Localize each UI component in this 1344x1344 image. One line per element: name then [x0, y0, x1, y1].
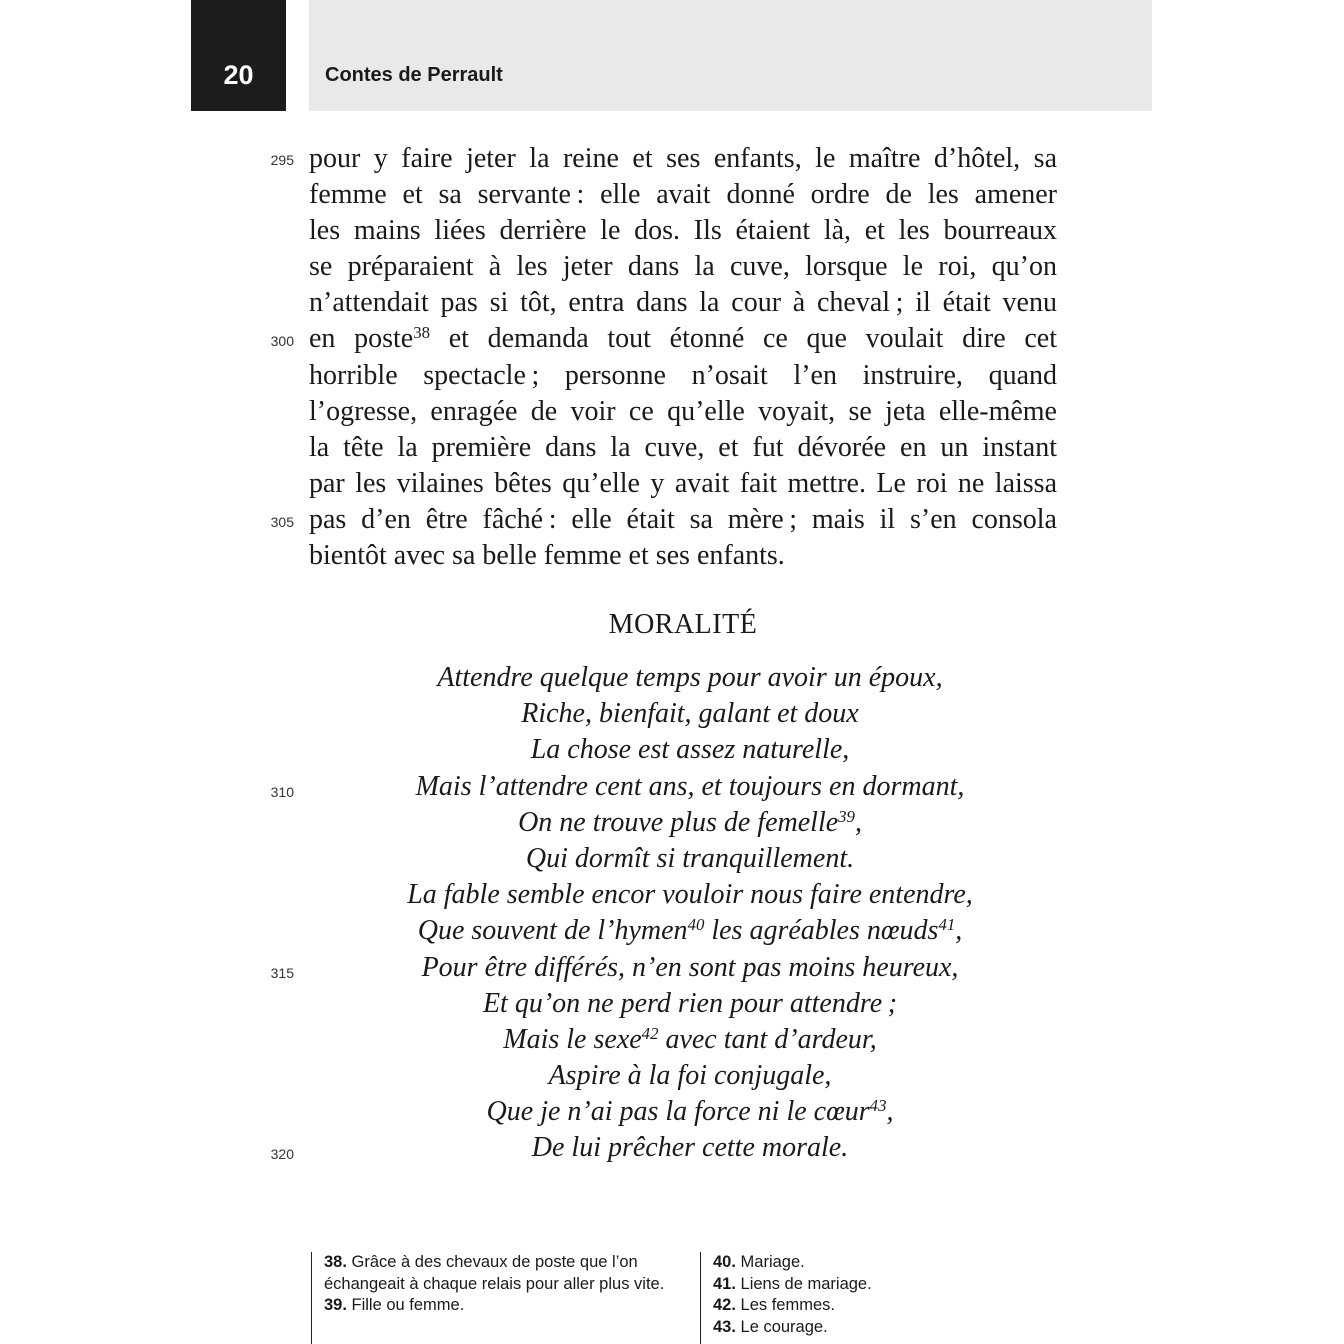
prose-line: se préparaient à les jeter dans la cuve, lorsque le roi, qu’on	[309, 251, 1057, 283]
footnote-text: Liens de mariage.	[735, 1274, 872, 1293]
footnote-number: 39.	[324, 1296, 347, 1314]
footnote	[324, 1252, 694, 1295]
footnote-number: 42.	[713, 1296, 736, 1314]
footnote-ref[interactable]: 42	[641, 1023, 659, 1043]
footnote-ref[interactable]: 43	[869, 1096, 887, 1116]
verse-line: Riche, bienfait, galant et doux	[521, 698, 859, 730]
text-run: Que je n’ai pas la force ni le cœur	[486, 1096, 870, 1128]
line-number: 305	[270, 514, 294, 530]
footnote	[324, 1295, 694, 1317]
line-number: 320	[270, 1146, 294, 1162]
prose-line	[309, 321, 1057, 357]
verse-line: Mais l’attendre cent ans, et toujours en dormant,	[415, 770, 965, 802]
verse-line: Pour être différés, n’en sont pas moins heureux,	[421, 951, 959, 983]
verse-line	[340, 1022, 1040, 1058]
prose-line: les mains liées derrière le dos. Ils étaient là, et les bourreaux	[309, 215, 1057, 247]
footnote	[713, 1274, 1013, 1296]
prose-line: femme et sa servante : elle avait donné ordre de les amener	[309, 179, 1057, 211]
footnote-text: Le courage.	[735, 1317, 828, 1336]
text-run: On ne trouve plus de femelle	[518, 806, 839, 838]
verse-block	[340, 660, 1040, 1167]
text-run: avec tant d’ardeur,	[658, 1023, 877, 1055]
text-run: Que souvent de l’hymen	[417, 915, 688, 947]
verse-line: Et qu’on ne perd rien pour attendre ;	[482, 987, 898, 1019]
text-run: et demanda tout étonné ce que voulait dire cet	[430, 323, 1057, 355]
verse-line	[340, 1094, 1040, 1130]
footnote-ref[interactable]: 41	[938, 915, 956, 935]
footnote-ref[interactable]: 39	[838, 806, 855, 826]
text-run: ,	[854, 806, 862, 838]
prose-line: bientôt avec sa belle femme et ses enfants.	[309, 540, 785, 572]
page-number-text: 20	[223, 60, 254, 90]
text-run: en poste	[309, 323, 414, 355]
prose-line: pas d’en être fâché : elle était sa mère ; mais il s’en consola	[309, 503, 1057, 535]
verse-line: Attendre quelque temps pour avoir un époux,	[437, 662, 943, 693]
header-band	[309, 0, 1152, 111]
footnotes-right	[700, 1252, 1013, 1344]
text-run: ,	[955, 915, 963, 947]
prose-line: horrible spectacle ; personne n’osait l’en instruire, quand	[309, 359, 1057, 391]
text-run: les agréables nœuds	[704, 915, 939, 947]
footnote-number: 38.	[324, 1253, 347, 1271]
footnote-number: 41.	[713, 1274, 736, 1293]
verse-line: Qui dormît si tranquillement.	[525, 842, 855, 874]
line-number: 300	[270, 333, 294, 349]
footnote	[713, 1295, 1013, 1317]
text-run: Mais le sexe	[503, 1023, 642, 1055]
prose-line: la tête la première dans la cuve, et fut dévorée en un instant	[309, 431, 1057, 463]
line-number: 315	[270, 965, 294, 981]
line-number: 295	[270, 152, 294, 168]
footnote	[713, 1317, 1013, 1339]
section-title: MORALITÉ	[608, 609, 758, 640]
verse-line	[340, 913, 1040, 949]
verse-line: La chose est assez naturelle,	[530, 734, 850, 766]
prose-line: l’ogresse, enragée de voir ce qu’elle voyait, se jeta elle-même	[309, 395, 1057, 427]
footnote-text: Fille ou femme.	[346, 1296, 465, 1314]
footnote-number: 43.	[713, 1317, 736, 1336]
running-title: Contes de Perrault	[325, 64, 503, 86]
footnote-text: Grâce à des chevaux de poste que l’on échangeait à chaque relais pour aller plus vite.	[324, 1253, 665, 1293]
verse-line: De lui prêcher cette morale.	[531, 1132, 849, 1164]
footnote-text: Mariage.	[735, 1253, 805, 1271]
page-number	[191, 0, 286, 111]
text-run: ,	[886, 1096, 894, 1128]
prose-line: pour y faire jeter la reine et ses enfants, le maître d’hôtel, sa	[309, 143, 1057, 174]
verse-line: La fable semble encor vouloir nous faire entendre,	[407, 879, 973, 911]
prose-line: n’attendait pas si tôt, entra dans la cour à cheval ; il était venu	[309, 287, 1057, 319]
footnote-text: Les femmes.	[735, 1296, 835, 1314]
footnote	[713, 1252, 1013, 1274]
prose-line: par les vilaines bêtes qu’elle y avait fait mettre. Le roi ne laissa	[309, 467, 1057, 499]
footnote-ref[interactable]: 40	[687, 915, 705, 935]
prose-paragraph	[309, 141, 1057, 574]
verse-line	[340, 805, 1040, 841]
verse-line: Aspire à la foi conjugale,	[548, 1060, 832, 1092]
footnote-ref[interactable]: 38	[413, 323, 431, 343]
footnote-number: 40.	[713, 1253, 736, 1271]
footnotes-left	[311, 1252, 694, 1344]
line-number: 310	[270, 784, 294, 800]
